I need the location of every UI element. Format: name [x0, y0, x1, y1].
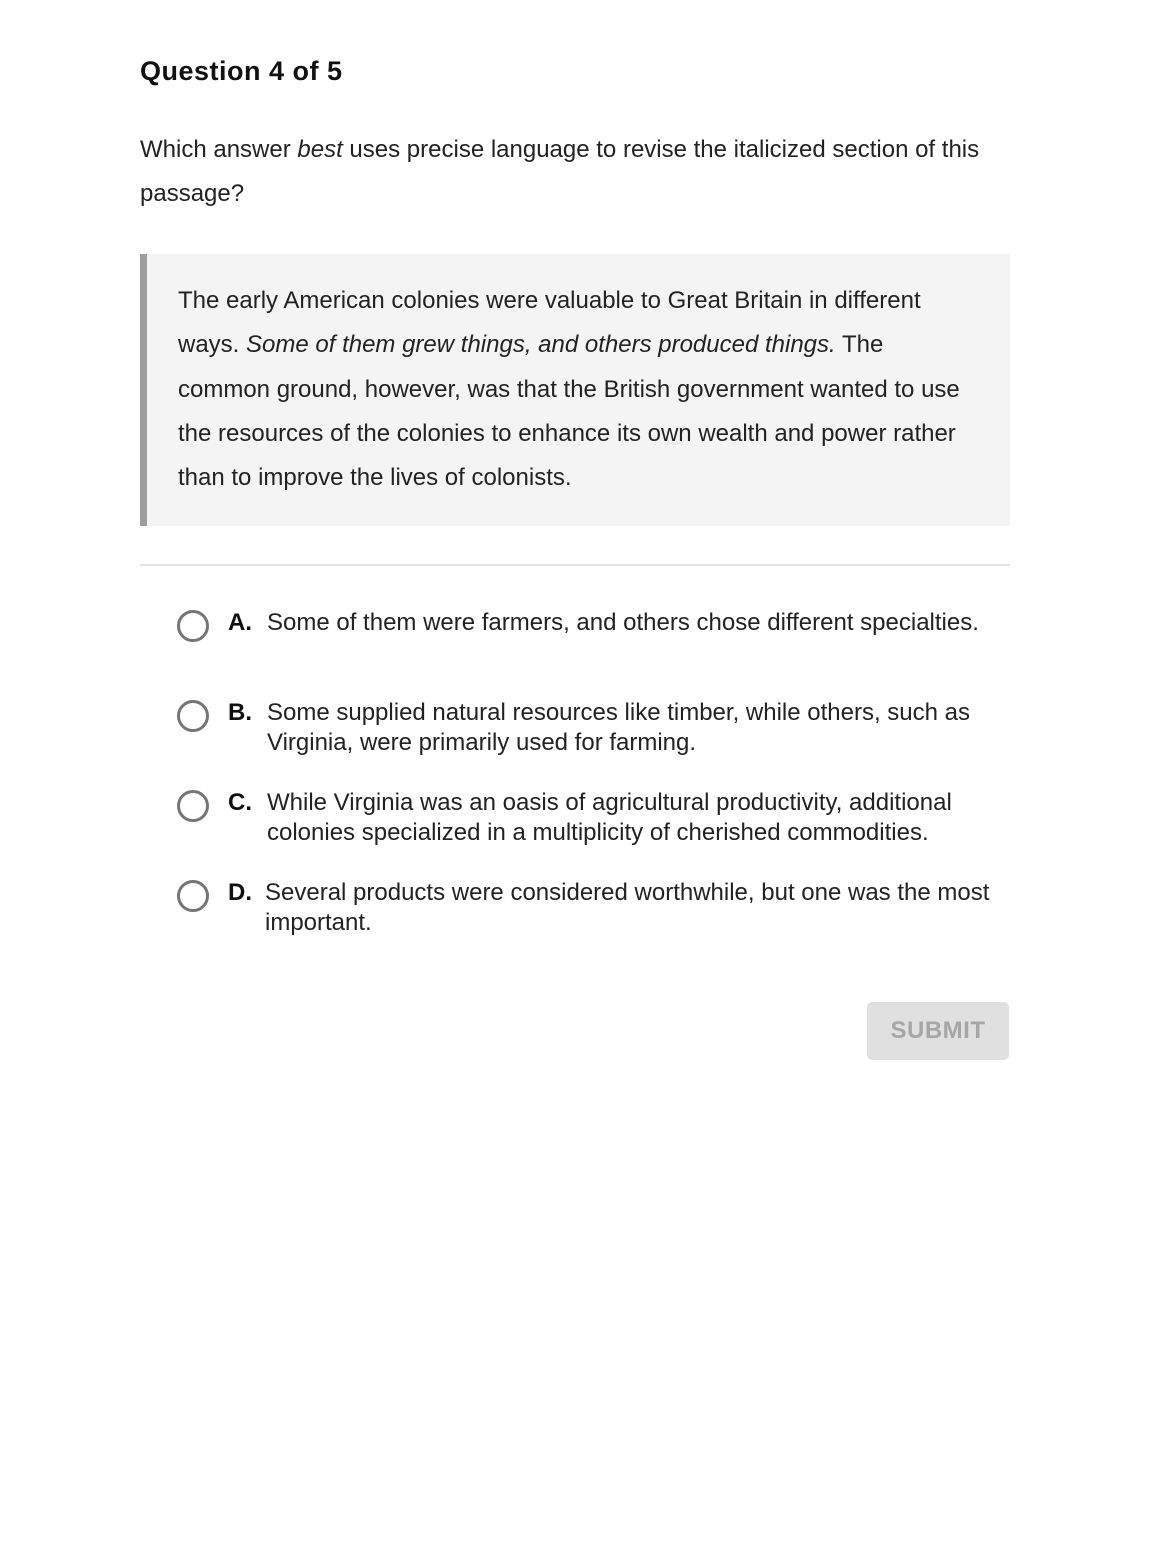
option-letter-a: A. [228, 609, 252, 636]
passage-text-after: The common ground, however, was that the British government wanted to use the resources of the colonies to enhance its own wealth and power rather than to improve the lives of colonists. [178, 331, 960, 492]
radio-button-a[interactable] [177, 610, 209, 642]
answer-options [177, 606, 1017, 966]
option-d[interactable] [177, 876, 1017, 936]
option-letter-d: D. [228, 879, 252, 906]
submit-button[interactable]: SUBMIT [867, 1002, 1009, 1060]
prompt-emphasis: best [297, 136, 343, 163]
option-text-c: While Virginia was an oasis of agricultural productivity, additional colonies specialized in a multiplicity of cherished commodities. [267, 789, 952, 846]
option-letter-b: B. [228, 699, 252, 726]
option-text-d: Several products were considered worthwhile, but one was the most important. [265, 879, 990, 936]
option-text-a: Some of them were farmers, and others chose different specialties. [267, 609, 979, 636]
divider [140, 564, 1010, 566]
option-b[interactable] [177, 696, 1017, 756]
option-text-b: Some supplied natural resources like timber, while others, such as Virginia, were primarily used for farming. [267, 699, 971, 756]
radio-button-c[interactable] [177, 790, 209, 822]
question-prompt [140, 128, 1000, 216]
passage-block [140, 254, 1010, 526]
option-letter-c: C. [228, 789, 252, 816]
passage-italic-section: Some of them grew things, and others produced things. [246, 331, 836, 359]
prompt-text-before: Which answer [140, 136, 298, 163]
prompt-text-after: uses precise language to revise the italicized section of this passage? [140, 136, 980, 207]
passage-text-before: The early American colonies were valuable to Great Britain in different ways. [178, 287, 921, 359]
option-a[interactable] [177, 606, 1017, 666]
radio-button-b[interactable] [177, 700, 209, 732]
question-header: Question 4 of 5 [140, 56, 343, 86]
radio-button-d[interactable] [177, 880, 209, 912]
option-c[interactable] [177, 786, 1017, 846]
